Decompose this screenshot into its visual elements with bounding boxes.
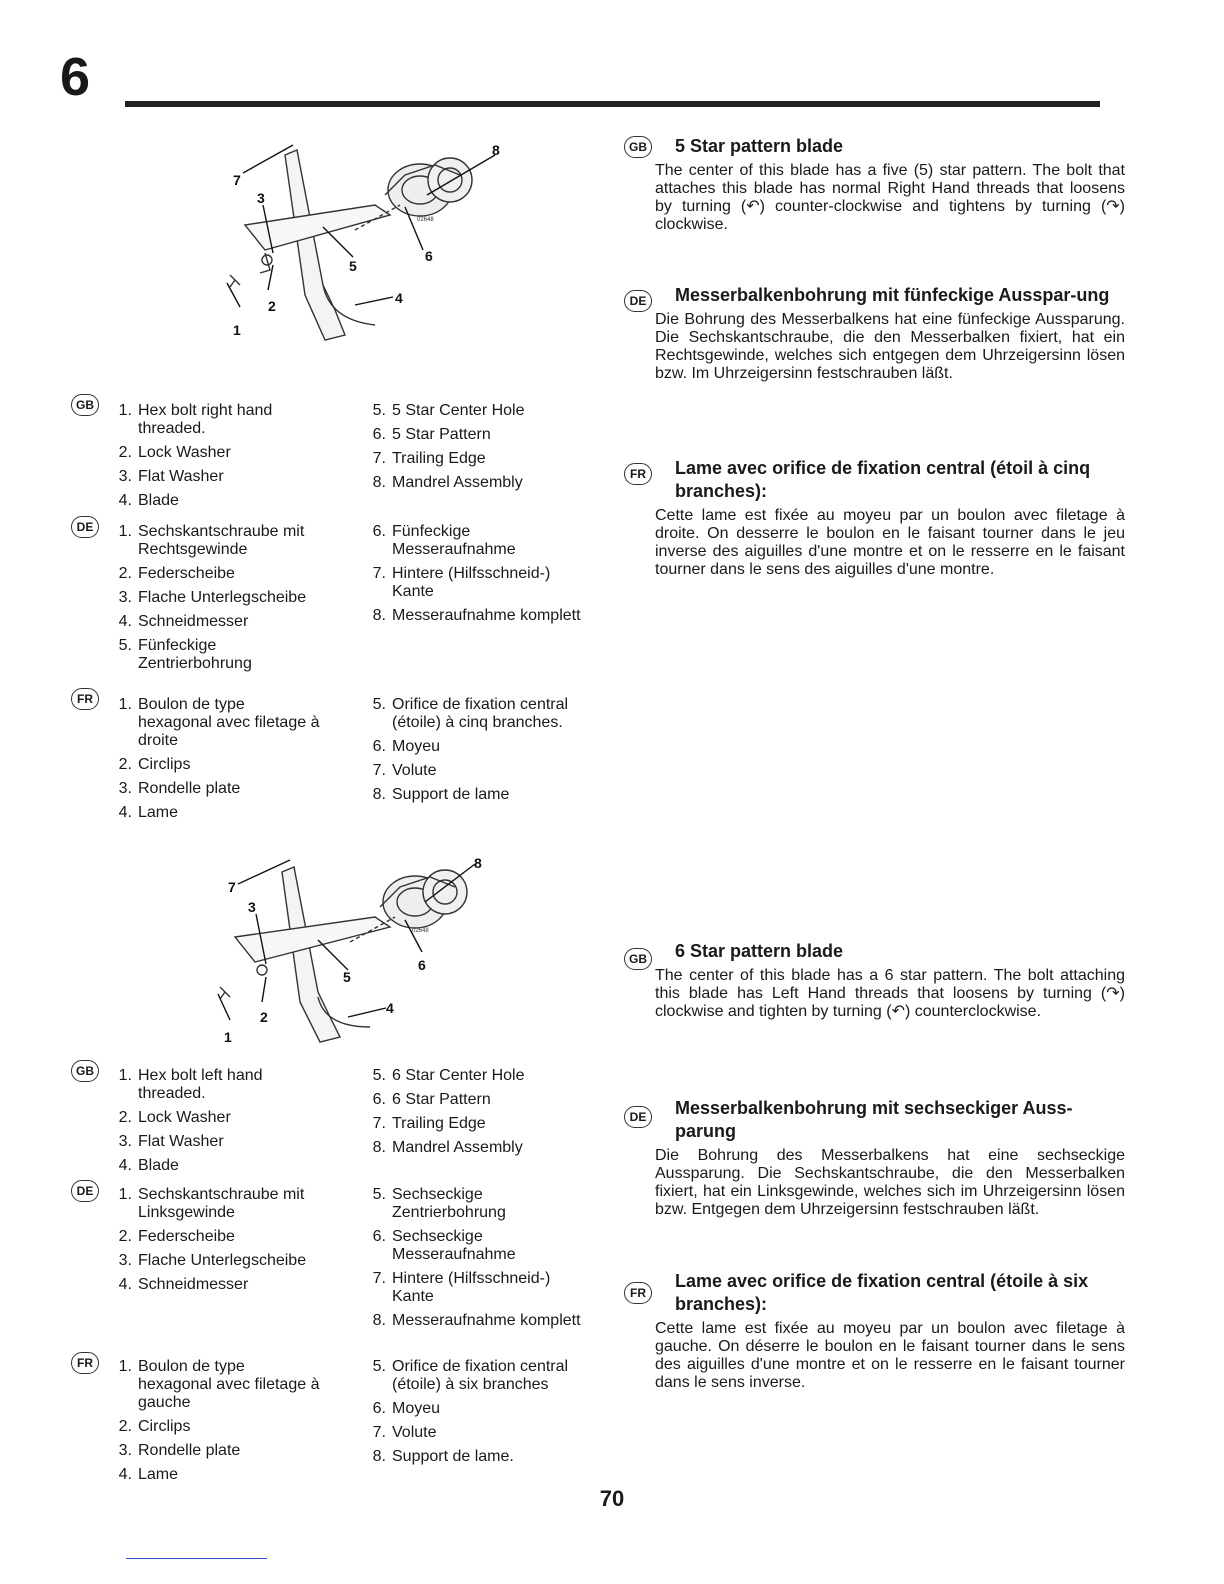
list-item-number: 5. [118, 637, 132, 654]
lang-badge-de: DE [71, 516, 99, 538]
list-item-text: Rondelle plate [138, 780, 241, 797]
list-item [108, 492, 323, 510]
section-body: Cette lame est fixée au moyeu par un boulon avec filetage à gauche. On déserre le boulon en le faisant tourner dans le sens des aiguilles d'une montre et on le resserre en le faisant tourner dans le sens inverse. [655, 1320, 1125, 1391]
list-item [108, 1067, 323, 1103]
lang-badge-gb: GB [624, 948, 652, 970]
list-item-number: 1. [118, 1186, 132, 1203]
list-item-number: 1. [118, 402, 132, 419]
list-item-number: 1. [118, 696, 132, 713]
list-item [108, 468, 323, 486]
list-item-text: Sechskantschraube mit Linksgewinde [138, 1186, 305, 1221]
list-item [108, 613, 323, 631]
list-item-number: 6. [372, 1228, 386, 1245]
parts-list-de-1-col2 [362, 523, 582, 631]
parts-list-fr-1-col2 [362, 696, 582, 810]
list-item-number: 8. [372, 474, 386, 491]
list-item [362, 1139, 582, 1157]
lang-badge-fr: FR [71, 1352, 99, 1374]
list-item-number: 6. [372, 1400, 386, 1417]
list-item [108, 1186, 323, 1222]
list-item-number: 2. [118, 756, 132, 773]
list-item [108, 1252, 323, 1270]
list-item-number: 1. [118, 523, 132, 540]
lang-badge-gb: GB [71, 394, 99, 416]
list-item-text: Fünfeckige Messeraufnahme [392, 523, 516, 558]
section-body: The center of this blade has a 6 star pattern. The bolt attaching this blade has Left Hand threads that loosens by turning (↷) clockwise and tighten by turning (↶) counterclockwise. [655, 967, 1125, 1020]
list-item-text: Support de lame [392, 786, 510, 803]
section-heading: Messerbalkenbohrung mit sechseckiger Auss-parung [675, 1098, 1073, 1141]
diagram1-callout-7: 7 [233, 172, 241, 188]
list-item-number: 8. [372, 786, 386, 803]
section-body: Die Bohrung des Messerbalkens hat eine fünfeckige Aussparung. Die Sechskantschraube, die den Messerbalken fixiert, hat ein Rechtsgewinde, welches sich entgegen dem Uhrzeigersinn lösen bzw. Im Uhrzeigersinn festschrauben läßt. [655, 311, 1125, 382]
list-item-number: 3. [118, 1252, 132, 1269]
list-item [362, 1424, 582, 1442]
list-item-number: 4. [118, 1466, 132, 1483]
list-item [362, 426, 582, 444]
list-item-number: 3. [118, 1133, 132, 1150]
list-item-number: 6. [372, 738, 386, 755]
section-body: Die Bohrung des Messerbalkens hat eine sechseckige Aussparung. Die Sechskantschraube, die den Messerbalken fixiert, hat ein Linksgewinde, welches sich im Uhrzeigersinn lösen bzw. Entgegen dem Uhrzeigersinn festschrauben läßt. [655, 1147, 1125, 1218]
list-item-text: Fünfeckige Zentrierbohrung [138, 637, 252, 672]
list-item-text: Moyeu [392, 1400, 441, 1417]
list-item [362, 1358, 582, 1394]
blade-diagram-5-star [205, 135, 515, 345]
list-item [108, 1466, 323, 1484]
list-item-text: Boulon de type hexagonal avec filetage à gauche [138, 1358, 320, 1411]
list-item [362, 523, 582, 559]
header-rule [125, 101, 1100, 107]
list-item-text: Lock Washer [138, 444, 231, 461]
section-de-6-star [655, 1097, 1125, 1219]
list-item [108, 589, 323, 607]
list-item [362, 402, 582, 420]
list-item [108, 696, 323, 750]
list-item-text: Blade [138, 492, 179, 509]
list-item-text: Volute [392, 1424, 437, 1441]
list-item-text: Lock Washer [138, 1109, 231, 1126]
parts-list-de-2-col1 [108, 1186, 323, 1300]
list-item [362, 1091, 582, 1109]
section-gb-6-star [655, 940, 1125, 1021]
diagram1-callout-5: 5 [349, 258, 357, 274]
section-heading: 6 Star pattern blade [675, 941, 844, 961]
list-item-number: 4. [118, 1157, 132, 1174]
diagram2-callout-7: 7 [228, 879, 236, 895]
parts-list-gb-1-col2 [362, 402, 582, 498]
diagram1-part-code: 02648 [417, 217, 434, 223]
list-item-text: Flat Washer [138, 1133, 224, 1150]
parts-list-gb-2-col2 [362, 1067, 582, 1163]
list-item-number: 7. [372, 565, 386, 582]
list-item-number: 8. [372, 1312, 386, 1329]
list-item-number: 1. [118, 1067, 132, 1084]
list-item-text: Blade [138, 1157, 179, 1174]
list-item-text: Circlips [138, 756, 191, 773]
list-item [108, 1157, 323, 1175]
list-item [362, 1228, 582, 1264]
list-item-number: 2. [118, 1228, 132, 1245]
chapter-number: 6 [60, 47, 90, 107]
lang-badge-gb: GB [71, 1060, 99, 1082]
list-item [108, 637, 323, 673]
list-item-number: 6. [372, 426, 386, 443]
list-item-text: Schneidmesser [138, 1276, 249, 1293]
list-item-text: Lame [138, 1466, 179, 1483]
list-item [108, 444, 323, 462]
list-item-number: 7. [372, 1115, 386, 1132]
diagram1-callout-2: 2 [268, 298, 276, 314]
list-item-text: Boulon de type hexagonal avec filetage à droite [138, 696, 320, 749]
lang-badge-de: DE [71, 1180, 99, 1202]
list-item [108, 523, 323, 559]
parts-list-de-2-col2 [362, 1186, 582, 1336]
section-heading: Lame avec orifice de fixation central (étoil à cinq branches): [675, 458, 1091, 501]
section-fr-5-star [655, 457, 1125, 579]
list-item [362, 762, 582, 780]
section-gb-5-star [655, 135, 1125, 234]
section-heading: 5 Star pattern blade [675, 136, 844, 156]
list-item-text: Sechskantschraube mit Rechtsgewinde [138, 523, 305, 558]
list-item [108, 565, 323, 583]
footer-rule [126, 1558, 267, 1559]
list-item-text: Orifice de fixation central (étoile) à cinq branches. [392, 696, 569, 731]
list-item-text: Federscheibe [138, 1228, 235, 1245]
list-item [108, 756, 323, 774]
list-item [362, 1270, 582, 1306]
list-item-text: Flat Washer [138, 468, 224, 485]
list-item-text: Support de lame. [392, 1448, 514, 1465]
list-item-text: Sechseckige Zentrierbohrung [392, 1186, 506, 1221]
list-item-number: 2. [118, 565, 132, 582]
list-item-number: 2. [118, 1109, 132, 1126]
list-item-text: Hex bolt left hand threaded. [138, 1067, 263, 1102]
list-item-text: 5 Star Pattern [392, 426, 491, 443]
blade-diagram-5-star-drawing [205, 135, 515, 345]
list-item-number: 7. [372, 1424, 386, 1441]
list-item-number: 6. [372, 1091, 386, 1108]
list-item [362, 474, 582, 492]
list-item-number: 2. [118, 444, 132, 461]
list-item-number: 4. [118, 804, 132, 821]
list-item-text: Trailing Edge [392, 450, 486, 467]
diagram1-callout-4: 4 [395, 290, 403, 306]
list-item-text: Messeraufnahme komplett [392, 1312, 581, 1329]
list-item-number: 3. [118, 468, 132, 485]
list-item-text: Lame [138, 804, 179, 821]
list-item [108, 1358, 323, 1412]
list-item-number: 7. [372, 762, 386, 779]
list-item-number: 5. [372, 1358, 386, 1375]
list-item [362, 1067, 582, 1085]
diagram1-callout-3: 3 [257, 190, 265, 206]
list-item-number: 8. [372, 607, 386, 624]
list-item [108, 1109, 323, 1127]
list-item-number: 5. [372, 1186, 386, 1203]
list-item [362, 607, 582, 625]
page-number: 70 [599, 1486, 625, 1511]
diagram2-callout-4: 4 [386, 1000, 394, 1016]
section-de-5-star [655, 284, 1125, 383]
section-heading: Lame avec orifice de fixation central (étoile à six branches): [675, 1271, 1089, 1314]
list-item-number: 8. [372, 1448, 386, 1465]
list-item [362, 1186, 582, 1222]
list-item-text: Flache Unterlegscheibe [138, 1252, 307, 1269]
list-item-text: Federscheibe [138, 565, 235, 582]
parts-list-gb-1-col1 [108, 402, 323, 516]
diagram2-callout-8: 8 [474, 855, 482, 871]
list-item [108, 1442, 323, 1460]
list-item-text: Sechseckige Messeraufnahme [392, 1228, 516, 1263]
list-item [362, 565, 582, 601]
diagram2-callout-3: 3 [248, 899, 256, 915]
list-item [362, 1312, 582, 1330]
list-item-text: Circlips [138, 1418, 191, 1435]
list-item [108, 402, 323, 438]
section-heading: Messerbalkenbohrung mit fünfeckige Ausspar-ung [675, 285, 1110, 305]
list-item-text: 6 Star Center Hole [392, 1067, 525, 1084]
list-item-number: 8. [372, 1139, 386, 1156]
list-item [108, 1418, 323, 1436]
list-item-text: Hex bolt right hand threaded. [138, 402, 273, 437]
list-item [362, 1115, 582, 1133]
list-item-number: 4. [118, 613, 132, 630]
list-item-number: 7. [372, 1270, 386, 1287]
list-item [362, 1400, 582, 1418]
lang-badge-gb: GB [624, 136, 652, 158]
lang-badge-fr: FR [624, 463, 652, 485]
diagram2-callout-2: 2 [260, 1009, 268, 1025]
blade-diagram-6-star-drawing [200, 852, 510, 1047]
list-item-text: Trailing Edge [392, 1115, 486, 1132]
list-item [108, 1276, 323, 1294]
list-item-text: Messeraufnahme komplett [392, 607, 581, 624]
list-item [362, 696, 582, 732]
section-body: The center of this blade has a five (5) star pattern. The bolt that attaches this blade has normal Right Hand threads that loosens by turning (↶) counter-clockwise and tightens by turning (↷) clockwise. [655, 162, 1125, 233]
diagram1-callout-8: 8 [492, 142, 500, 158]
list-item-text: Orifice de fixation central (étoile) à six branches [392, 1358, 569, 1393]
list-item-number: 5. [372, 696, 386, 713]
list-item-number: 3. [118, 589, 132, 606]
diagram2-callout-6: 6 [418, 957, 426, 973]
list-item-number: 2. [118, 1418, 132, 1435]
list-item-text: 5 Star Center Hole [392, 402, 525, 419]
list-item-text: Mandrel Assembly [392, 1139, 523, 1156]
list-item-text: Moyeu [392, 738, 441, 755]
lang-badge-de: DE [624, 1106, 652, 1128]
parts-list-fr-2-col1 [108, 1358, 323, 1490]
list-item-text: Hintere (Hilfsschneid-) Kante [392, 1270, 551, 1305]
list-item-number: 3. [118, 1442, 132, 1459]
list-item-text: Mandrel Assembly [392, 474, 523, 491]
list-item-text: Schneidmesser [138, 613, 249, 630]
list-item-number: 4. [118, 1276, 132, 1293]
section-fr-6-star [655, 1270, 1125, 1392]
parts-list-fr-1-col1 [108, 696, 323, 828]
lang-badge-fr: FR [71, 688, 99, 710]
list-item-text: Flache Unterlegscheibe [138, 589, 307, 606]
section-body: Cette lame est fixée au moyeu par un boulon avec filetage à droite. On desserre le boulon en le faisant tourner dans le jeu inverse des aiguilles d'une montre et on le resserre en le faisant tourner dans le sens des aiguilles d'une montre. [655, 507, 1125, 578]
blade-diagram-6-star [200, 852, 510, 1047]
diagram1-callout-6: 6 [425, 248, 433, 264]
list-item-number: 4. [118, 492, 132, 509]
parts-list-gb-2-col1 [108, 1067, 323, 1181]
list-item-number: 7. [372, 450, 386, 467]
list-item-number: 6. [372, 523, 386, 540]
lang-badge-fr: FR [624, 1282, 652, 1304]
list-item [362, 1448, 582, 1466]
parts-list-fr-2-col2 [362, 1358, 582, 1472]
list-item [108, 804, 323, 822]
parts-list-de-1-col1 [108, 523, 323, 679]
list-item-number: 5. [372, 402, 386, 419]
list-item-text: Volute [392, 762, 437, 779]
list-item [362, 786, 582, 804]
list-item-text: Hintere (Hilfsschneid-) Kante [392, 565, 551, 600]
lang-badge-de: DE [624, 290, 652, 312]
diagram2-callout-1: 1 [224, 1029, 232, 1045]
list-item [108, 1133, 323, 1151]
list-item [108, 1228, 323, 1246]
list-item-number: 1. [118, 1358, 132, 1375]
diagram2-callout-5: 5 [343, 969, 351, 985]
list-item [362, 450, 582, 468]
list-item-text: 6 Star Pattern [392, 1091, 491, 1108]
list-item-number: 3. [118, 780, 132, 797]
list-item [362, 738, 582, 756]
list-item-text: Rondelle plate [138, 1442, 241, 1459]
list-item [108, 780, 323, 798]
diagram1-callout-1: 1 [233, 322, 241, 338]
diagram2-part-code: 02648 [412, 928, 429, 934]
list-item-number: 5. [372, 1067, 386, 1084]
